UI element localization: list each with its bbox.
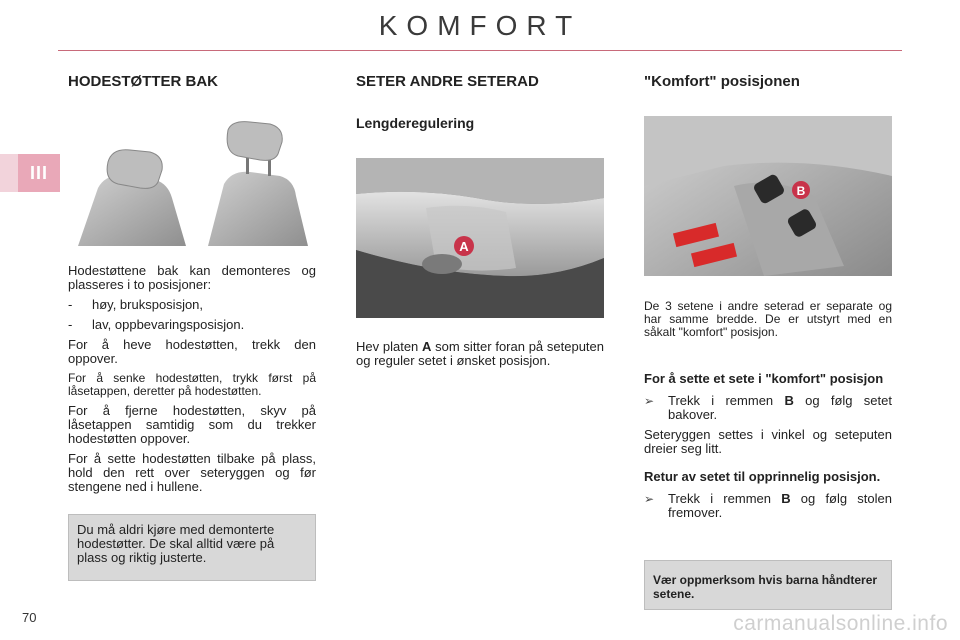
- headrest-remove: For å fjerne hodestøtten, skyv på låsetappen samtidig som du trekker hodestøtten oppover.: [68, 403, 316, 446]
- comfort-strap-photo: [644, 116, 892, 276]
- headrest-illustration: [68, 118, 318, 246]
- list-item: ➢ Trekk i remmen B og følg setet bakover.: [644, 393, 892, 422]
- arrow-right-icon: ➢: [644, 394, 655, 408]
- marker-a-label: A: [459, 239, 469, 254]
- list-item: - lav, oppbevaringsposisjon.: [68, 317, 245, 332]
- chapter-tab: III: [18, 154, 60, 192]
- comfort-backrest-text: Seteryggen settes i vinkel og seteputen dreier seg litt.: [644, 427, 892, 456]
- headrest-text: [68, 264, 316, 500]
- header-divider: [58, 50, 902, 51]
- length-adjust-text: Hev platen A som sitter foran på seteputen og reguler setet i ønsket posisjon.: [356, 339, 605, 368]
- headrest-raise: For å heve hodestøtten, trekk den oppover.: [68, 337, 316, 366]
- headrest-refit: For å sette hodestøtten tilbake på plass, hold den rett over seteryggen og før stengene ned i hullene.: [68, 451, 316, 494]
- page-title: KOMFORT: [378, 10, 582, 41]
- section-subtitle-length: Lengderegulering: [356, 115, 475, 131]
- comfort-return-heading: Retur av setet til opprinnelig posisjon.: [644, 469, 881, 484]
- comfort-mechanism-image: [644, 116, 892, 276]
- headrest-seats-image: [68, 118, 318, 246]
- page-number: 70: [22, 610, 37, 625]
- list-item: ➢ Trekk i remmen B og følg stolen fremover.: [644, 491, 893, 520]
- section-title-second-row: SETER ANDRE SETERAD: [356, 73, 539, 90]
- chapter-strip: [0, 154, 18, 192]
- marker-a-ref: A: [422, 339, 432, 354]
- section-title-comfort: "Komfort" posisjonen: [644, 73, 800, 90]
- section-title-headrests: HODESTØTTER BAK: [68, 73, 218, 90]
- headrest-warning-note: Du må aldri kjøre med demonterte hodestøtter. De skal alltid være på plass og riktig justerte.: [68, 514, 316, 581]
- children-warning-note: Vær oppmerksom hvis barna håndterer setene.: [644, 560, 892, 610]
- seat-cushion-image: [356, 158, 604, 318]
- watermark: carmanualsonline.info: [733, 612, 948, 635]
- headrest-lower: For å senke hodestøtten, trykk først på låsetappen, deretter på hodestøtten.: [68, 371, 316, 398]
- marker-b-label: B: [796, 184, 806, 198]
- comfort-set-heading: For å sette et sete i "komfort" posisjon: [644, 371, 884, 386]
- comfort-intro: De 3 setene i andre seterad er separate og har samme bredde. De er utstyrt med en såkalt "komfort" posisjon.: [644, 299, 892, 339]
- arrow-right-icon: ➢: [644, 492, 655, 506]
- list-item: - høy, bruksposisjon,: [68, 297, 204, 312]
- comfort-instructions: [644, 372, 892, 526]
- headrest-intro: Hodestøttene bak kan demonteres og plasseres i to posisjoner:: [68, 263, 316, 292]
- seat-length-photo: [356, 158, 604, 318]
